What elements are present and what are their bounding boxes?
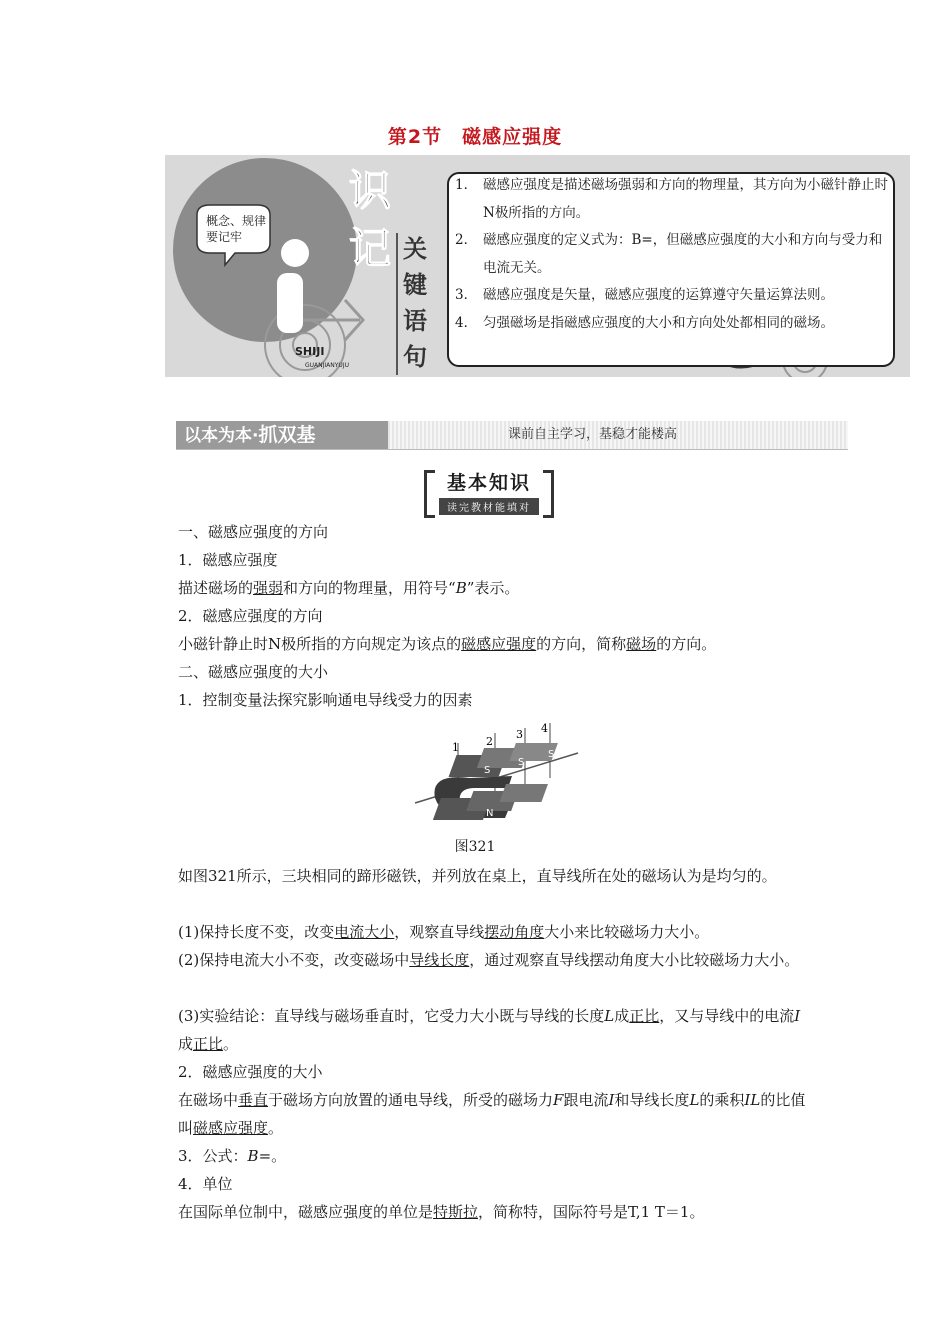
- paragraph-6: (3)实验结论：直导线与磁场垂直时，它受力大小既与导线的长度L成正比，又与导线中的电流I成正比。: [178, 1007, 801, 1053]
- paragraph-8: 在国际单位制中，磁感应强度的单位是特斯拉，简称特，国际符号是T,1 T＝1。: [178, 1203, 705, 1221]
- subheading-1: 1．磁感应强度: [178, 551, 278, 569]
- big-char-2: 记: [349, 224, 392, 273]
- paragraph-2: 小磁针静止时N极所指的方向规定为该点的磁感应强度的方向，简称磁场的方向。: [178, 635, 717, 653]
- subheading-3: 1．控制变量法探究影响通电导线受力的因素: [178, 691, 473, 709]
- paragraph-5: (2)保持电流大小不变，改变磁场中导线长度，通过观察直导线摆动角度大小比较磁场力大小。: [178, 951, 800, 969]
- figure-label-4: 4: [541, 722, 548, 735]
- pole-s-3: S: [548, 749, 555, 760]
- section-bar: [176, 421, 848, 450]
- heading-direction: 一、磁感应强度的方向: [178, 523, 329, 541]
- formula-line: 3．公式：B=。: [178, 1147, 287, 1165]
- subheading-4: 2．磁感应强度的大小: [178, 1063, 323, 1081]
- vertical-char-1: 关: [403, 235, 427, 263]
- pinyin-1: SHIJI: [295, 345, 325, 358]
- subheading-unit: 4．单位: [178, 1175, 233, 1193]
- figure-label-2: 2: [486, 735, 493, 748]
- bubble-text-2: 要记牢: [206, 230, 243, 244]
- pole-n-3: N: [546, 792, 554, 803]
- figure-label-1: 1: [452, 741, 459, 754]
- subheading-2: 2．磁感应强度的方向: [178, 607, 323, 625]
- key-point-4: 4． 匀强磁场是指磁感应强度的大小和方向处处都相同的磁场。: [455, 314, 834, 331]
- key-point-3: 3． 磁感应强度是矢量，磁感应强度的运算遵守矢量运算法则。: [455, 287, 834, 303]
- key-point-1: 1． 磁感应强度是描述磁场强弱和方向的物理量，其方向为小磁针静止时N极所指的方向。: [455, 177, 888, 221]
- bubble-text-1: 概念、规律: [206, 214, 267, 228]
- knowledge-box-title: 基本知识: [446, 472, 531, 494]
- horseshoe-magnets-figure: [400, 718, 580, 830]
- vertical-char-3: 语: [403, 307, 427, 335]
- knowledge-box: [424, 470, 554, 514]
- vertical-char-2: 键: [403, 271, 427, 299]
- page-title: 第2节 磁感应强度: [387, 126, 563, 148]
- section-bar-title: 以本为本·抓双基: [176, 421, 388, 449]
- paragraph-3: 如图321所示，三块相同的蹄形磁铁，并列放在桌上，直导线所在处的磁场认为是均匀的。: [178, 867, 777, 885]
- figure-label-3: 3: [516, 728, 523, 741]
- figure-caption: 图321: [454, 839, 496, 855]
- paragraph-4: (1)保持长度不变，改变电流大小，观察直导线摆动角度大小来比较磁场力大小。: [178, 923, 710, 941]
- paragraph-1: 描述磁场的强弱和方向的物理量，用符号“B”表示。: [178, 579, 520, 597]
- person-head: [281, 239, 309, 267]
- knowledge-box-sub: 读完教材能填对: [439, 498, 539, 515]
- pole-s-1: S: [484, 765, 491, 776]
- vertical-char-4: 句: [403, 343, 427, 371]
- key-point-2: 2． 磁感应强度的定义式为：B=，但磁感应强度的大小和方向与受力和电流无关。: [455, 232, 883, 276]
- key-points-list: [455, 172, 895, 337]
- pole-s-2: S: [518, 757, 525, 768]
- pinyin-2: GUANJIANYUJU: [305, 362, 349, 369]
- person-body: [277, 273, 303, 333]
- big-char-1: 识: [349, 166, 392, 215]
- section-bar-subtitle: 课前自主学习，基稳才能楼高: [508, 427, 678, 442]
- pole-n-2: N: [517, 801, 525, 812]
- paragraph-7: 在磁场中垂直于磁场方向放置的通电导线，所受的磁场力F跟电流I和导线长度L的乘积IL的比值叫磁感应强度。: [178, 1091, 806, 1137]
- heading-magnitude: 二、磁感应强度的大小: [178, 663, 329, 681]
- pole-n-1: N: [486, 808, 494, 819]
